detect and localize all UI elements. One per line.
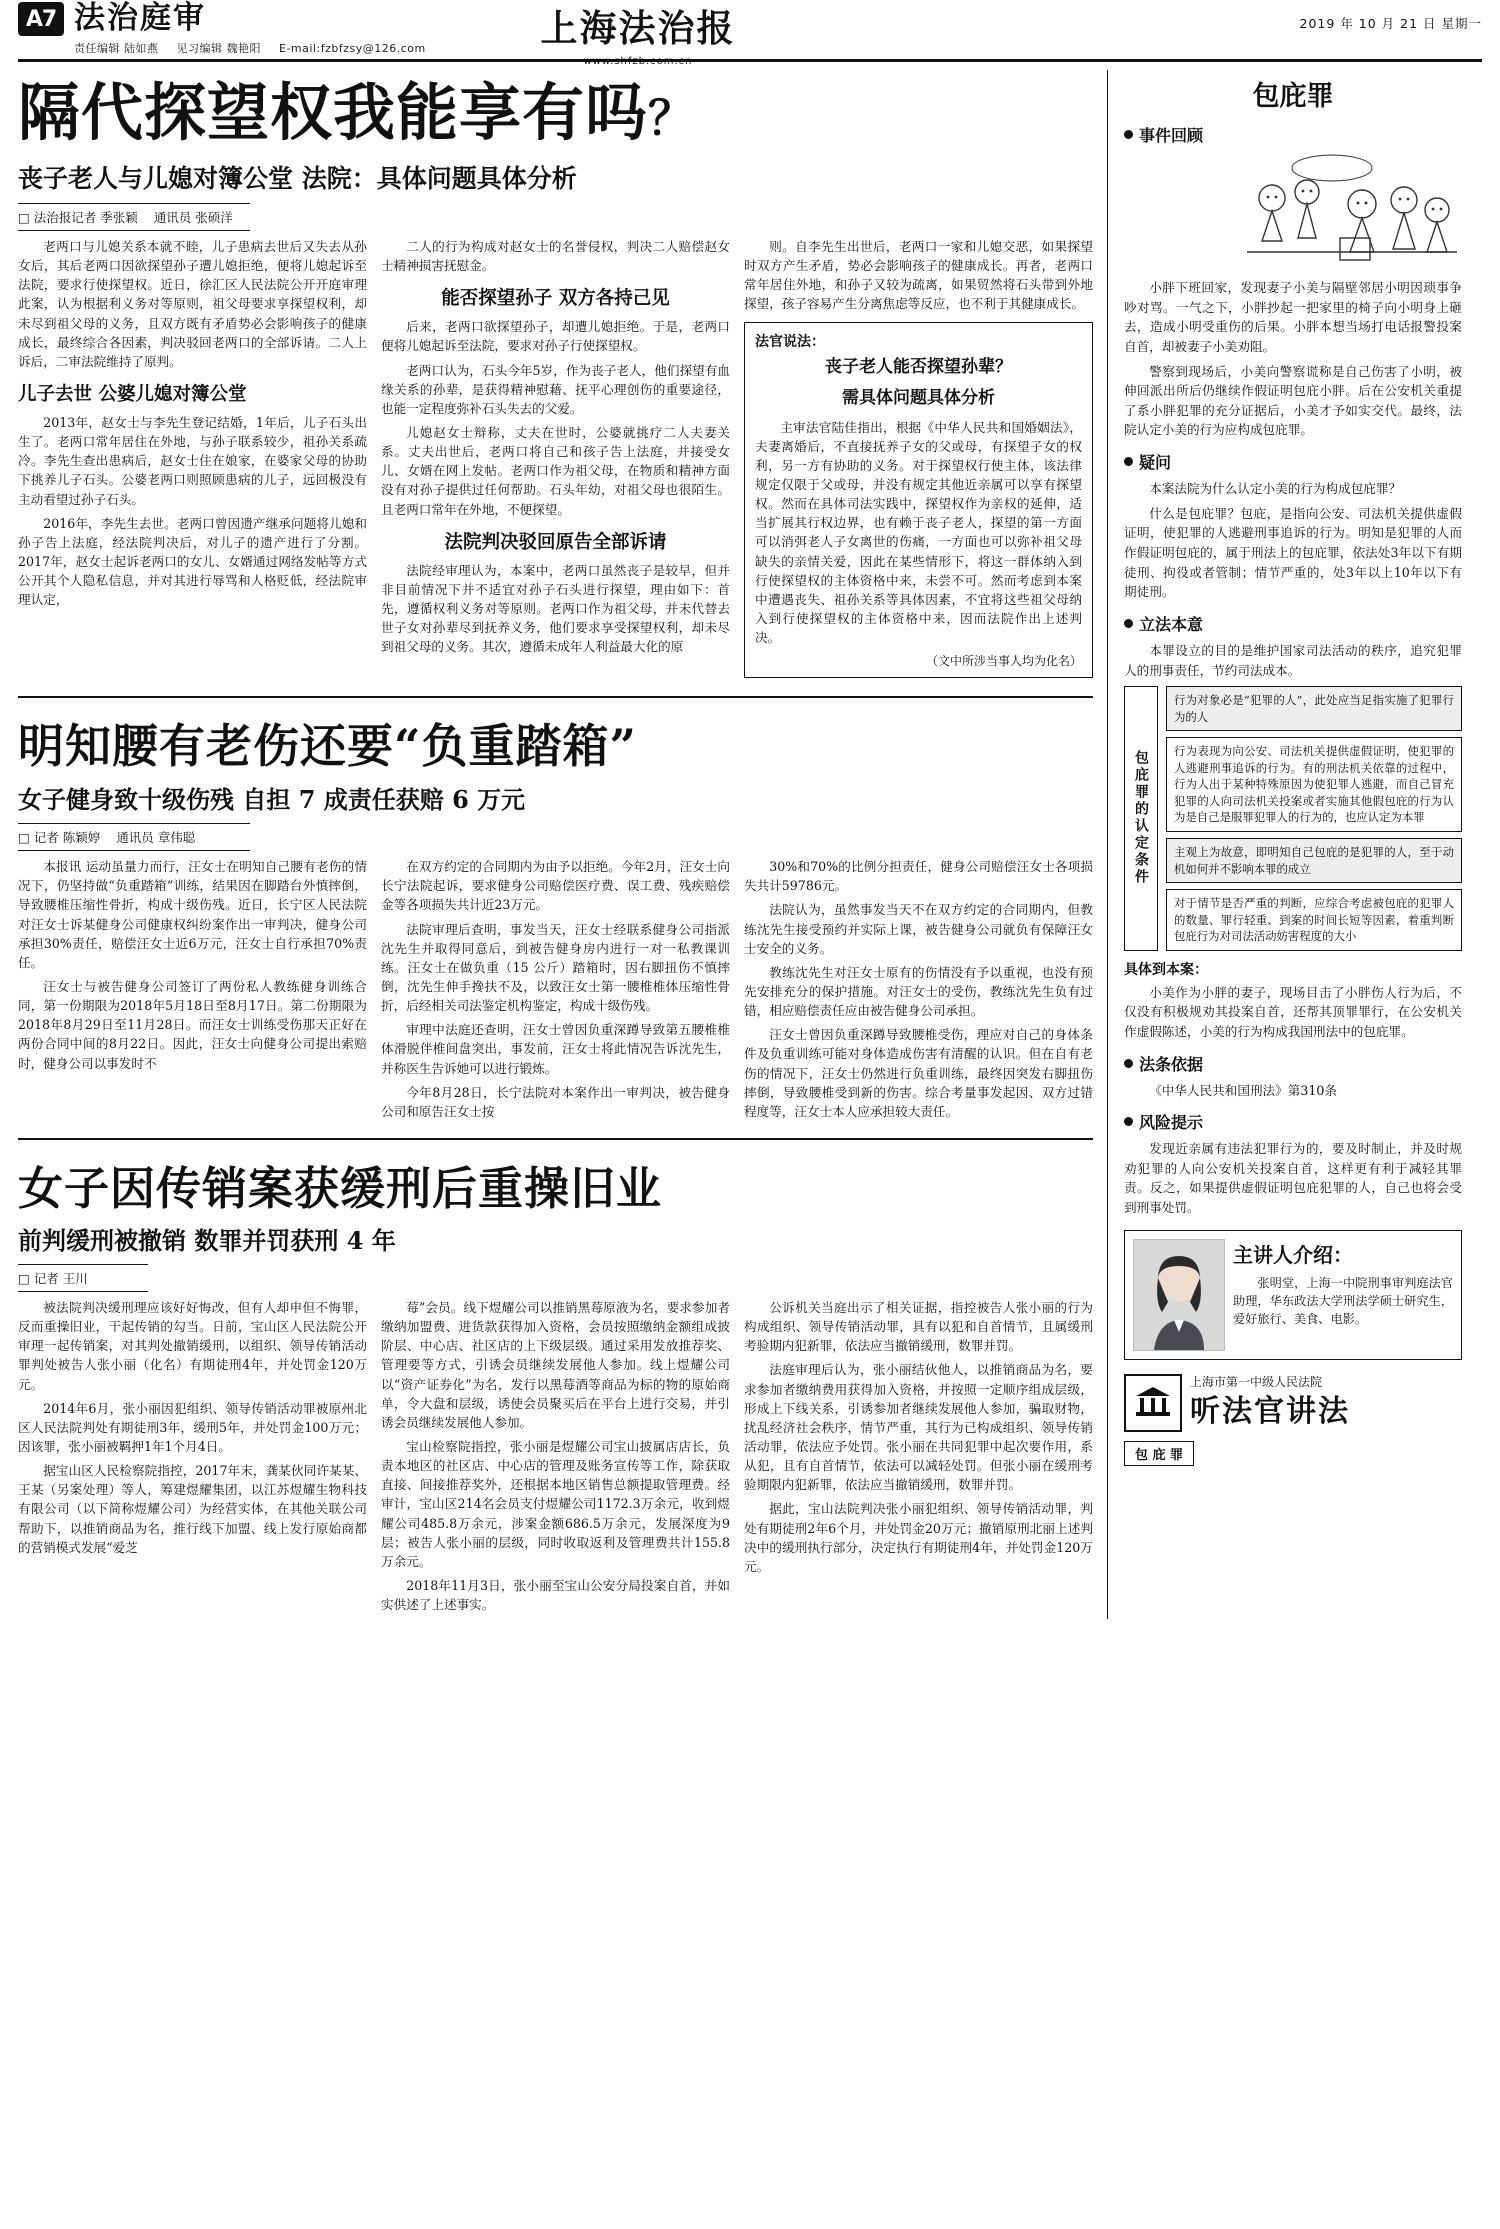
bullet-dot-icon [1124,1117,1133,1126]
paragraph: 被法院判决缓刑理应该好好悔改，但有人却申但不悔罪，反而重操旧业，干起传销的勾当。日前，宝山区人民法院公开审理一起传销案，对其判处撤销缓刑，以组织、领导传销活动罪判处被告人张小丽（化名）有期徒刑4年，并处罚金120万元。 [18,1300,367,1392]
condition-item: 行为表现为向公安、司法机关提供虚假证明，使犯罪的人逃避刑事追诉的行为。有的刑法机关依靠的过程中，行为人出于某种特殊原因为使犯罪人逃避，而自己冒充犯罪的人向司法机关投案或者实施其他假包庇的行为认为是自己是服罪犯罪人的行为的，也应认定为本罪 [1166,737,1462,832]
sidebar-heading-text: 立法本意 [1139,614,1204,634]
paragraph: 2013年，赵女士与李先生登记结婚，1年后，儿子石头出生了。老两口常年居住在外地，与孙子联系较少，祖孙关系疏冷。李先生查出患病后，赵女士住在娘家，在婆家父母的协助下挑养儿子石头。公婆老两口则照顾患病的儿子，远回极没有主动看望过孙子石头。 [18,414,367,507]
paragraph: 汪女士与被告健身公司签订了两份私人教练健身训练合同，第一份期限为2018年5月18日至8月17日。第二份期限为2018年8月29日至11月28日。而汪女士训练受伤那天正好在两份合同中间的8月22日。因此，汪女士向健身公司提出索赔时，健身公司以事发时不 [18,979,367,1071]
article2-column-1 [18,857,367,1126]
paragraph: 据此，宝山法院判决张小丽犯组织、领导传销活动罪，判处有期徒刑2年6个月，并处罚金20万元；撤销原刑北丽上述判决中的缓刑执行部分，决定执行有期徒刑4年，并处罚金120万元。 [744,1501,1093,1574]
article1-section-heading-1: 儿子去世 公婆儿媳对簿公堂 [18,383,247,405]
paragraph: 今年8月28日，长宁法院对本案作出一审判决，被告健身公司和原告汪女士按 [381,1084,730,1119]
portrait-illustration [1134,1240,1224,1350]
responsible-editor: 责任编辑 陆如燕 [74,42,159,55]
paragraph: 宝山检察院指控，张小丽是煜耀公司宝山披属店店长，负责本地区的社区店、中心店的管理及账务宣传等工作，除获取直接、间接推荐奖外，还根据本地区销售总额提取管理费。经审计，宝山区214名会员支付煜耀公司1172.3万余元，收到煜耀公司485.8万余元，涉案金额686.5万余元，发展深度为9层；被告人张小丽的层级，同时收取返利及管理费共计155.8万余元。 [381,1439,730,1569]
article3-column-3 [744,1298,1093,1619]
article3-headline: 女子因传销案获缓刑后重操旧业 [18,1162,663,1216]
article1-byline [18,203,250,231]
divider [18,1138,1093,1140]
article2-column-2 [381,857,730,1126]
paragraph: 法院审理后查明，事发当天，汪女士经联系健身公司指派沈先生并取得同意后，到被告健身房内进行一对一私教课训练。汪女士在做负重（15 公斤）踏箱时，因右脚扭伤不慎摔倒，沈先生伸手搀扶不及，以致汪女士第一腰椎椎体压缩性骨折，后经相关司法鉴定机构鉴定，构成十级伤残。 [381,921,730,1014]
judge-commentary-box [744,322,1093,679]
condition-item: 对于情节是否严重的判断，应综合考虑被包庇的犯罪人的数量、罪行轻重、到案的时间长短等因素，着重判断包庇行为对司法活动妨害程度的大小 [1166,889,1462,951]
article1-section-heading-2: 能否探望孙子 双方各持己见 [441,288,670,310]
paragraph: 法院认为，虽然事发当天不在双方约定的合同期内，但教练沈先生接受预约并实际上课，被告健身公司就负有保障汪女士安全的义务。 [744,902,1093,956]
paragraph: 本报讯 运动虽量力而行，汪女士在明知自己腰有老伤的情况下，仍坚持做“负重踏箱”训练，结果因在脚踏台外慎摔倒，导致腰椎压缩性骨折，构成十级伤残。近日，长宁区人民法院对汪女士诉某健身公司健康权纠纷案作出一审判决，健身公司承担30%责任，赔偿汪女士近6万元，汪女士自行承担70%责任。 [18,859,367,970]
article3-column-1 [18,1298,367,1619]
paragraph: 儿媳赵女士辩称，丈夫在世时，公婆就挑疗二人夫妻关系。丈夫出世后，老两口将自己和孩子告上法庭，并接受女儿、女婿在网上发帖。老两口作为祖父母，在物质和精神方面没有对孙子提供过任何帮助。石头年幼，对祖父母也很陌生。且老两口常年在外地，不便探望。 [381,424,730,517]
paragraph: 教练沈先生对汪女士原有的伤情没有予以重视，也没有预先安排充分的保护措施。对汪女士的受伤，教练沈先生负有过错，相应赔偿责任应由被告健身公司承担。 [744,964,1093,1019]
article2-headline: 明知腰有老伤还要“负重踏箱” [18,719,637,774]
bullet-dot-icon [1124,1059,1133,1068]
article1-disclaimer: （文中所涉当事人均为化名） [925,654,1082,669]
sidebar-heading-text: 法条依据 [1139,1054,1204,1074]
paragraph: 本案法院为什么认定小美的行为构成包庇罪？ [1149,481,1402,497]
sidebar-heading-risk-tip [1124,1110,1462,1133]
editor-line [74,40,440,56]
article2-byline [18,823,250,851]
paragraph: 2014年6月，张小丽因犯组织、领导传销活动罪被原州北区人民法院判处有期徒刑3年，缓刑5年，并处罚金100万元；因该罪，张小丽被羁押1年1个月4日。 [18,1400,367,1455]
article2-reporter: □ 记者 陈颖婷 [18,830,101,846]
judge-commentary-heading-1: 丧子老人能否探望孙辈？ [825,356,1012,377]
paragraph: 发现近亲属有违法犯罪行为的，要及时制止，并及时规劝犯罪的人向公安机关投案自首，这样更有利于减轻其罪责。反之，如果提供虚假证明包庇犯罪的人，自己也将会受到刑事处罚。 [1124,1141,1462,1216]
paper-website[interactable]: www.shfzb.com.cn [583,56,693,67]
program-name: 听法官讲法 [1190,1393,1350,1429]
article1-headline-text: 隔代探望权我能享有吗 [18,76,649,149]
divider [18,696,1093,698]
case-conclusion-heading: 具体到本案： [1124,961,1208,978]
paragraph: 老两口认为，石头今年5岁，作为丧子老人，他们探望有血缘关系的孙辈，是获得精神慰藉、抚平心理创伤的重要途径，也能一定程度弥补石头失去的父爱。 [381,362,730,416]
bullet-dot-icon [1124,457,1133,466]
sidebar-heading-text: 疑问 [1139,453,1172,473]
paragraph: 莓”会员。线下煜耀公司以推销黑莓原液为名，要求参加者缴纳加盟费、进货款获得加入资格，会员按照缴纳金额组成披阶层、中心店、社区店的上下级层级。通过采用发放推荐奖、管理要等方式，引诱会员继续发展他人参加。线上煜耀公司以“资产证券化”为名，发行以黑莓酒等商品为标的物的原始商单，令大盘和层级，诱使会员聚买后在平台上进行交易，并引诱会员继续发展他人参加。 [381,1300,730,1430]
paragraph: 《中华人民共和国刑法》第310条 [1149,1082,1337,1098]
paragraph: 公诉机关当庭出示了相关证据，指控被告人张小丽的行为构成组织、领导传销活动罪，具有以犯和自首情节，且属缓刑考验期内犯新罪，依法应当撤销缓刑，数罪并罚。 [744,1300,1093,1354]
sidebar-title: 包庇罪 [1252,81,1334,112]
speaker-bio: 张明堂，上海一中院刑事审判庭法官助理，华东政法大学刑法学硕士研究生，爱好旅行、美食、电影。 [1233,1275,1453,1327]
paragraph: 老两口与儿媳关系本就不睦，儿子患病去世后又失去从孙女后，其后老两口因欲探望孙子遭儿媳拒绝，便将儿媳起诉至法院，要求行使探望权。近日，徐汇区人民法院公开开庭审理此案，认为根据利义务对等原则，祖父母要求享探望权利，却未尽到祖父母的义务，且双方既有矛盾势必会影响孩子的健康成长，最终综合各因素，判决驳回老两口的全部诉请。二人上诉后，二审法院维持了原判。 [18,238,367,369]
paragraph: 法院经审理认为，本案中，老两口虽然丧子是较早，但并非目前情况下并不适宜对孙子石头进行探望，理由如下：首先，遵循权利义务对等原则。老两口作为祖父母，并未代替去世子女对孙辈尽到抚养义务，他们要求享受探望权利，却未尽到祖父母的义务。其次，遵循未成年人利益最大化的原 [381,562,730,655]
sidebar-heading-event-review [1124,123,1462,146]
article-gym-injury [18,710,1093,1126]
section-title: 法治庭审 [74,0,206,36]
paragraph: 主审法官陆佳指出，根据《中华人民共和国婚姻法》，夫妻离婚后，不直接抚养子女的父或母，有探望子女的权利，另一方有协助的义务。对于探望权行使主体，该法律规定仅限于父或母，并没有规定其他近亲属可以享有探望权。然而在具体司法实践中，探望权作为亲权的延伸，适当扩展其行权边界，也有赖于丧子老人，探望的第一方面可以消弭老人子女离世的伤痛，一方面也可以弥补祖父母缺失的亲情关爱，因此在某些情形下，将这一群体纳入到行使探望权的主体资格中来，未尝不可。然而考虑到本案中遭遇丧失、祖孙关系等具体因素，不宜将这些祖父母纳入到行使探望权的主体资格中来，因而法院作出上述判决。 [755,419,1082,646]
article1-column-3 [744,237,1093,684]
email: E-mail:fzbfzsy@126.com [279,42,426,55]
article3-subheadline: 前判缓刑被撤销 数罪并罚获刑 4 年 [18,1226,396,1256]
paragraph: 审理中法庭还查明，汪女士曾因负重深蹲导致第五腰椎椎体滑脱伴椎间盘突出，事发前，汪女士将此情况告诉沈先生，并称医生告诉她可以进行锻炼。 [381,1022,730,1076]
sidebar-heading-text: 风险提示 [1139,1113,1204,1133]
sidebar-heading-legislative-intent [1124,612,1462,635]
paragraph: 本罪设立的目的是维护国家司法活动的秩序，追究犯罪人的刑事责任，节约司法成本。 [1124,642,1462,678]
paragraph: 2018年11月3日，张小丽至宝山公安分局投案自首，并如实供述了上述事实。 [381,1578,730,1613]
speaker-intro-box [1124,1230,1462,1360]
page-number-badge: A7 [18,2,64,36]
article3-reporter: □ 记者 王川 [18,1271,88,1287]
article1-reporter: □ 法治报记者 季张颖 [18,209,138,225]
paragraph: 则。自李先生出世后，老两口一家和儿媳交恶，如果探望时双方产生矛盾，势必会影响孩子的健康成长。再者，老两口常年居住外地，和孙子又较为疏离，如果贸然将石头带到外地探望，孩子容易产生分离焦虑等反应，也不利于其健康成长。 [744,238,1093,312]
article1-headline [18,76,1093,149]
article-visitation-rights [18,76,1093,684]
topic-tag: 包 庇 罪 [1124,1441,1194,1466]
paragraph: 法庭审理后认为，张小丽结伙他人，以推销商品为名，要求参加者缴纳费用获得加入资格，并按照一定顺序组成层级，形成上下线关系，引诱参加者继续发展他人参加，骗取财物，扰乱经济社会秩序，情节严重，其行为已构成组织、领导传销活动罪，依法应予处罚。张小丽在共同犯罪中起次要作用，系从犯，且有自首情节，依法可以减轻处罚。但张小丽在缓刑考验期限内犯新罪，依法应当撤销缓刑，数罪并罚。 [744,1362,1093,1493]
article1-columns [18,237,1093,684]
publication-date: 2019 年 10 月 21 日 星期一 [1299,16,1482,31]
speaker-title: 主讲人介绍： [1233,1242,1353,1267]
paragraph: 小胖下班回家，发现妻子小美与隔壁邻居小明因琐事争吵对骂。一气之下，小胖抄起一把家里的椅子向小明身上砸去，造成小明受重伤的后果。小胖本想当场打电话报警投案自首，却被妻子小美劝阻。 [1124,280,1462,354]
masthead [18,0,1482,67]
article2-correspondent: 通讯员 章伟聪 [116,830,196,846]
judge-commentary-heading-2: 需具体问题具体分析 [842,388,995,409]
bullet-dot-icon [1124,619,1133,628]
court-name: 上海市第一中级人民法院 [1190,1374,1323,1389]
speaker-avatar [1133,1239,1225,1351]
article1-column-2 [381,237,730,684]
article1-column-1 [18,237,367,684]
paragraph: 小美作为小胖的妻子，现场目击了小胖伤人行为后，不仅没有积极规劝其投案自首，还帮其顶罪罪行，在公安机关作虚假陈述，小美的行为构成我国刑法中的包庇罪。 [1124,984,1462,1039]
condition-item: 行为对象必是“犯罪的人”，此处应当足指实施了犯罪行为的人 [1166,686,1462,731]
conditions-list [1166,686,1462,950]
gavel-building-icon [1132,1382,1174,1424]
article2-columns [18,857,1093,1126]
court-text [1190,1374,1350,1433]
cartoon-illustration [1124,152,1462,272]
article1-headline-question-mark: ？ [648,91,696,145]
sidebar-heading-law-basis [1124,1052,1462,1075]
court-emblem-icon [1124,1374,1182,1432]
article2-column-3 [744,857,1093,1126]
paragraph: 什么是包庇罪？包庇，是指向公安、司法机关提供虚假证明，使犯罪的人逃避刑事追诉的行为。明知是犯罪的人而作假证明包庇的，属于刑法上的包庇罪，依法处3年以下有期徒刑、拘役或者管制；情节严重的，处3年以上10年以下有期徒刑。 [1124,505,1462,600]
article3-columns [18,1298,1093,1619]
article1-correspondent: 通讯员 张硕洋 [153,209,233,225]
paragraph: 在双方约定的合同期内为由予以拒绝。今年2月，汪女士向长宁法院起诉，要求健身公司赔偿医疗费、误工费、残疾赔偿金等各项损失共计近23万元。 [381,859,730,913]
conditions-label: 包庇罪的认定条件 [1124,686,1158,950]
paragraph: 2016年，李先生去世。老两口曾因遗产继承问题将儿媳和孙子告上法庭，经法院判决后，对儿子的遗产进行了分割。2017年，赵女士起诉老两口的女儿、女婿通过网络发帖等方式公开其个人隐私信息，并对其进行辱骂和人格贬低，经法院审理认定， [18,515,367,608]
main-content [18,70,1108,1619]
trainee-editor: 见习编辑 魏艳阳 [176,42,261,55]
paragraph: 汪女士曾因负重深蹲导致腰椎受伤，理应对自己的身体条件及负重训练可能对身体造成伤害有清醒的认识。但在自有老伤的情况下，汪女士仍然进行负重训练，最终因突发右脚扭伤摔倒，导致腰椎受到新的伤害。综合考量事发起因、双方过错程度等，汪女士本人应承担较大责任。 [744,1027,1093,1119]
judge-commentary-label: 法官说法： [755,333,825,350]
article3-byline [18,1264,148,1292]
article1-subheadline: 丧子老人与儿媳对簿公堂 法院：具体问题具体分析 [18,163,577,193]
bullet-dot-icon [1124,130,1133,139]
paragraph: 警察到现场后，小美向警察谎称是自己伤害了小明，被伸回派出所后仍继续作假证明包庇小胖。后在公安机关重提了系小胖犯罪的充分证据后，小美才予如实交代。最终，法院认定小美的行为应构成包庇罪。 [1124,363,1462,438]
paragraph: 30%和70%的比例分担责任，健身公司赔偿汪女士各项损失共计59786元。 [744,859,1093,894]
article1-section-heading-3: 法院判决驳回原告全部诉请 [444,531,667,553]
article3-column-2 [381,1298,730,1619]
paragraph: 后来，老两口欲探望孙子，却遭儿媳拒绝。于是，老两口便将儿媳起诉至法院，要求对孙子行使探望权。 [381,319,730,354]
cartoon-svg [1212,152,1462,272]
sidebar-heading-question [1124,450,1462,473]
article2-subheadline: 女子健身致十级伤残 自担 7 成责任获赔 6 万元 [18,785,526,815]
court-branding [1124,1374,1462,1433]
paragraph: 据宝山区人民检察院指控，2017年末，龚某伙同许某某、王某（另案处理）等人，筹建煜耀集团，以江苏煜耀生物科技有限公司（以下简称煜耀公司）为经营实体，在其他关联公司帮助下，以推销商品为名，推行线下加盟、线上发行原始商都的营销模式发展“爱芝 [18,1463,367,1555]
paper-nameplate [473,0,803,67]
paragraph: 二人的行为构成对赵女士的名誉侵权，判决二人赔偿赵女士精神损害抚慰金。 [381,238,730,274]
sidebar-heading-text: 事件回顾 [1139,126,1204,145]
condition-item: 主观上为故意，即明知自己包庇的是犯罪的人，至于动机如何并不影响本罪的成立 [1166,838,1462,883]
sidebar-column [1108,70,1462,1619]
conditions-diagram [1124,686,1462,950]
paper-name: 上海法治报 [540,6,736,50]
speaker-row [1133,1239,1453,1351]
article-pyramid-scheme [18,1152,1093,1619]
masthead-left [18,0,440,56]
